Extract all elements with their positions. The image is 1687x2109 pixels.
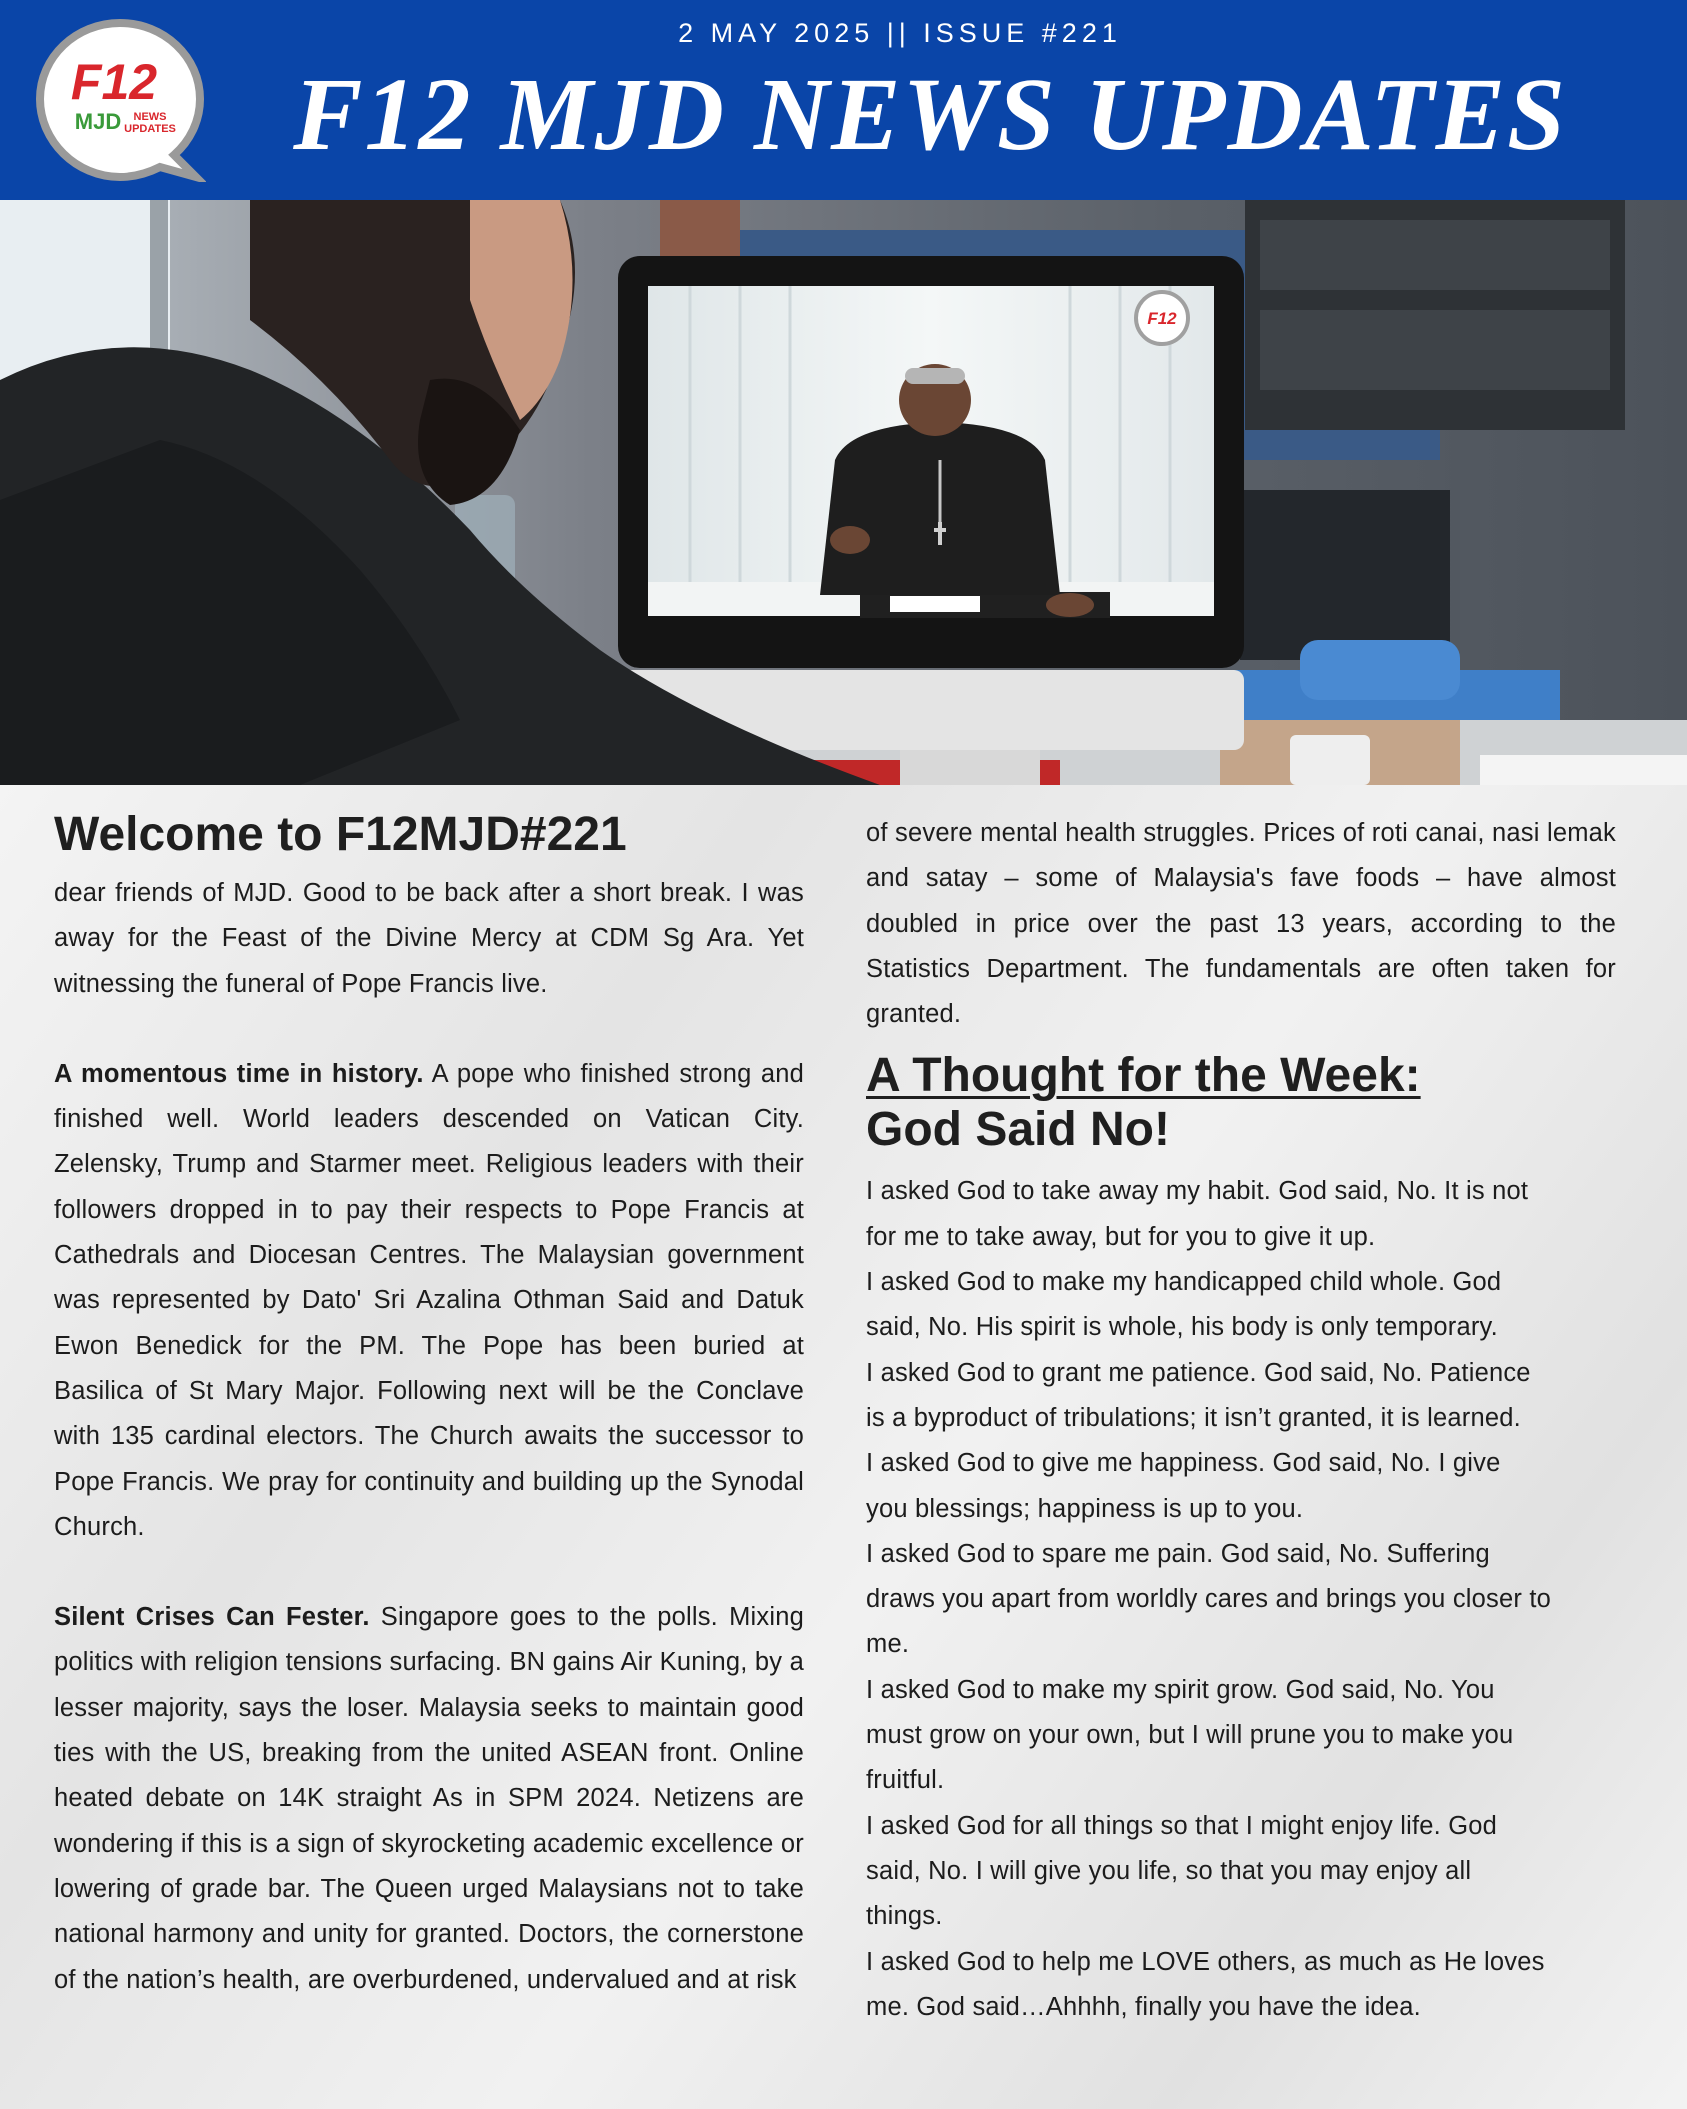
thought-line: I asked God to grant me patience. God said, No. Patience	[866, 1358, 1531, 1387]
thought-line: things.	[866, 1902, 943, 1931]
thought-line: me.	[866, 1630, 910, 1659]
thought-line: I asked God to make my spirit grow. God said, No. You	[866, 1675, 1495, 1704]
crises-lead: Silent Crises Can Fester.	[54, 1603, 370, 1632]
thought-line: I asked God to help me LOVE others, as much as He loves	[866, 1947, 1545, 1976]
thought-heading	[866, 1049, 1616, 1157]
thought-line: I asked God to spare me pain. God said, No. Suffering	[866, 1539, 1490, 1568]
thought-heading-line1: A Thought for the Week:	[866, 1049, 1421, 1103]
right-column	[866, 811, 1616, 2030]
paragraph-gap	[54, 1550, 804, 1595]
logo-news-text: NEWS	[133, 111, 167, 123]
thought-line: is a byproduct of tribulations; it isn’t granted, it is learned.	[866, 1403, 1521, 1432]
thought-line: me. God said…Ahhhh, finally you have the idea.	[866, 1992, 1421, 2021]
left-column	[54, 805, 804, 2003]
momentous-paragraph	[54, 1052, 804, 1550]
thought-line: I asked God to give me happiness. God said, No. I give	[866, 1449, 1501, 1478]
thought-line: said, No. I will give you life, so that you may enjoy all	[866, 1856, 1472, 1885]
welcome-heading: Welcome to F12MJD#221	[54, 808, 627, 861]
thought-line: fruitful.	[866, 1766, 945, 1795]
crises-paragraph	[54, 1595, 804, 2003]
newsletter-body	[0, 785, 1687, 2109]
welcome-paragraph: dear friends of MJD. Good to be back after a short break. I was away for the Feast of the Divine Mercy at CDM Sg Ara. Yet witnessing the funeral of Pope Francis live.	[54, 879, 804, 998]
thought-line: I asked God to take away my habit. God said, No. It is not	[866, 1177, 1529, 1206]
screen-logo-text: F12	[1147, 309, 1177, 328]
thought-line: I asked God for all things so that I might enjoy life. God	[866, 1811, 1498, 1840]
thought-line: said, No. His spirit is whole, his body is only temporary.	[866, 1313, 1498, 1342]
masthead-title: F12 MJD NEWS UPDATES	[293, 57, 1567, 172]
thought-line: you blessings; happiness is up to you.	[866, 1494, 1304, 1523]
logo-updates-text: UPDATES	[124, 123, 176, 135]
hero-photo-illustration	[0, 200, 1687, 785]
thought-line: for me to take away, but for you to give it up.	[866, 1222, 1376, 1251]
thought-line: draws you apart from worldly cares and brings you closer to	[866, 1585, 1552, 1614]
hero-photo	[0, 200, 1687, 785]
logo-mjd-text: MJD	[74, 109, 122, 134]
momentous-lead: A momentous time in history.	[54, 1059, 424, 1088]
momentous-body: A pope who finished strong and finished well. World leaders descended on Vatican City. Zelensky, Trump and Starmer meet. Religious leaders with their followers dropped in to pay their respects to Pope Francis at Cathedrals and Diocesan Centres. The Malaysian government was represented by Dato' Sri Azalina Othman Said and Datuk Ewon Benedick for the PM. The Pope has been buried at Basilica of St Mary Major. Following next will be the Conclave with 135 cardinal electors. The Church awaits the successor to Pope Francis. We pray for continuity and building up the Synodal Church.	[54, 1059, 804, 1541]
thought-body	[866, 1169, 1616, 2030]
header-banner	[0, 0, 1687, 200]
crises-continued-paragraph: of severe mental health struggles. Prices of roti canai, nasi lemak and satay – some of Malaysia's fave foods – have almost doubled in price over the past 13 years, according to the Statistics Department. The fundamentals are often taken for granted.	[866, 819, 1616, 1029]
logo-f12-text: F12	[70, 54, 158, 110]
thought-heading-line2: God Said No!	[866, 1103, 1170, 1157]
issue-date-line: 2 MAY 2025 || ISSUE #221	[678, 18, 1122, 48]
paragraph-gap	[54, 1007, 804, 1052]
thought-line: must grow on your own, but I will prune you to make you	[866, 1721, 1514, 1750]
f12-logo	[34, 17, 206, 182]
thought-line: I asked God to make my handicapped child whole. God	[866, 1268, 1502, 1297]
crises-body: Singapore goes to the polls. Mixing politics with religion tensions surfacing. BN gains Air Kuning, by a lesser majority, says the loser. Malaysia seeks to maintain good ties with the US, breaking from the united ASEAN front. Online heated debate on 14K straight As in SPM 2024. Netizens are wondering if this is a sign of skyrocketing academic excellence or lowering of grade bar. The Queen urged Malaysians not to take national harmony and unity for granted. Doctors, the cornerstone of the nation’s health, are overburdened, undervalued and at risk	[54, 1603, 804, 1994]
